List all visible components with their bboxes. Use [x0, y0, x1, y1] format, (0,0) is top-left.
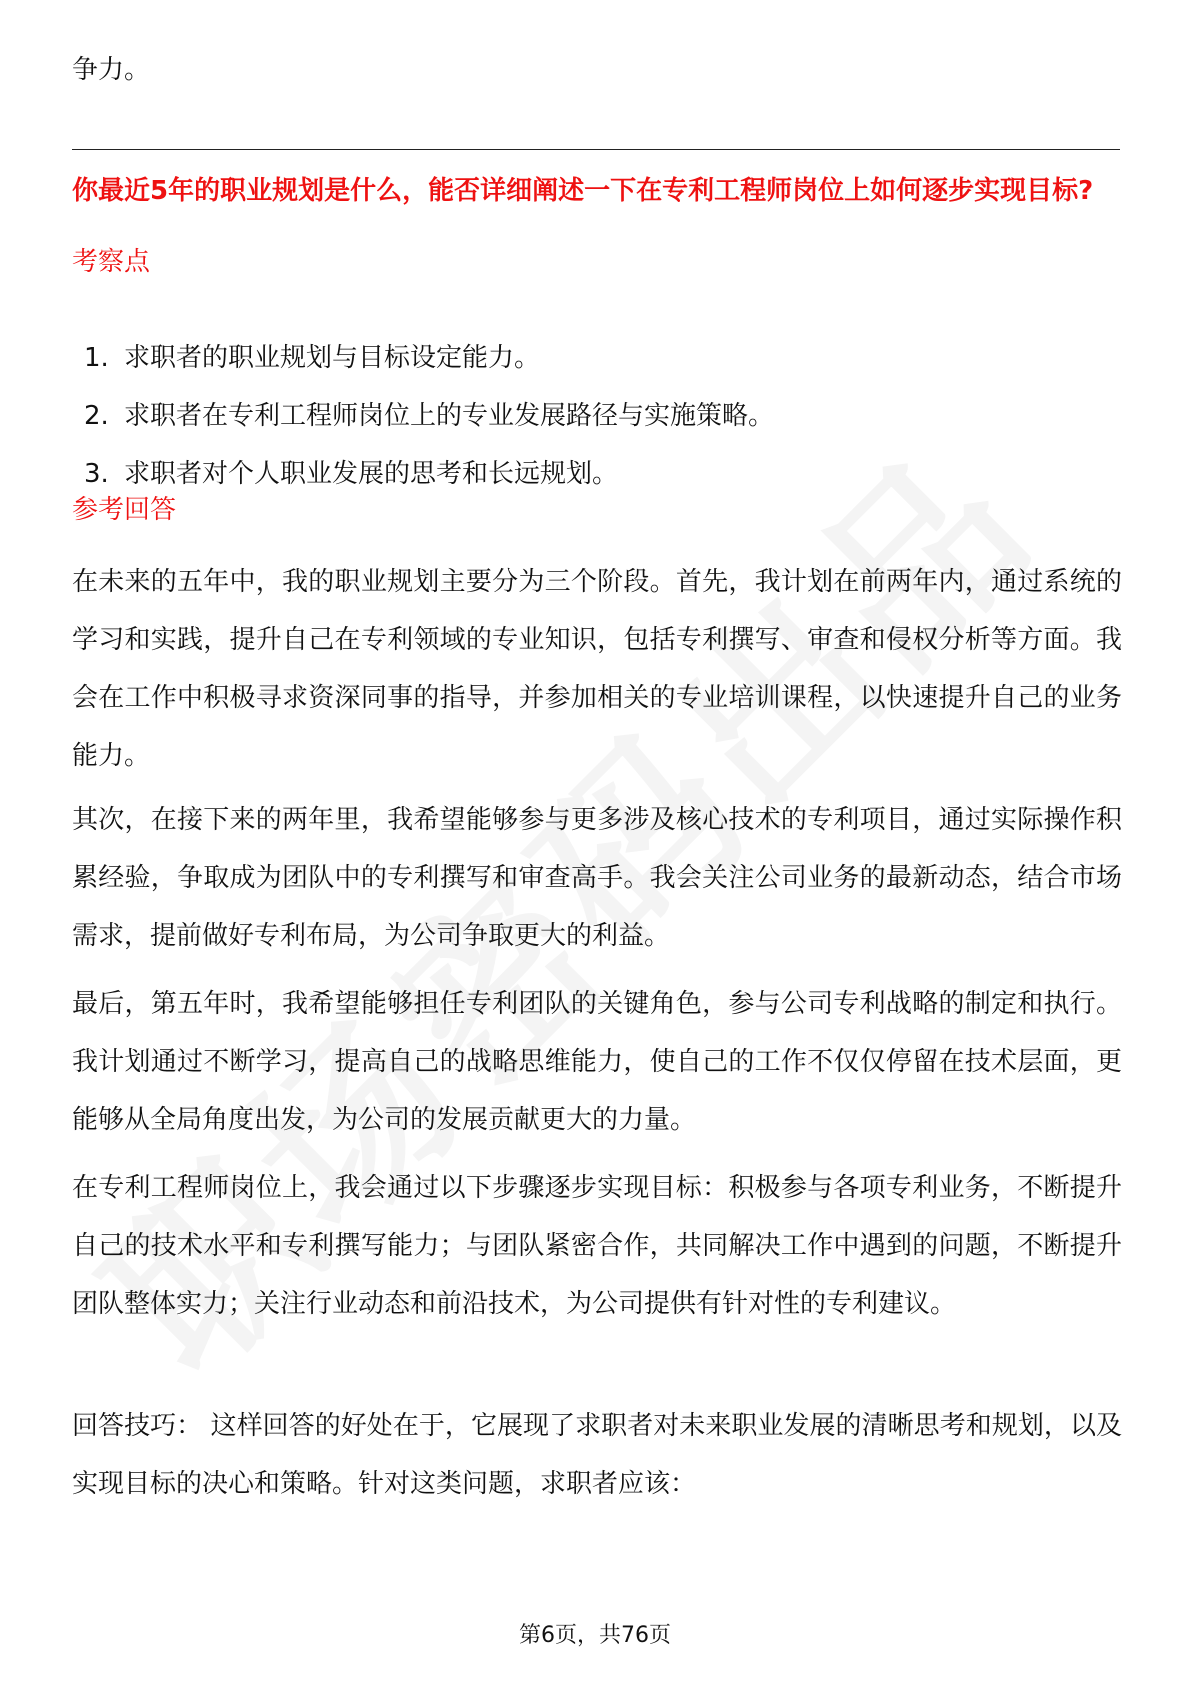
exam-points-heading: 考察点 [72, 247, 151, 277]
list-item [84, 398, 774, 456]
list-text: 求职者对个人职业发展的思考和长远规划。 [124, 459, 619, 489]
answer-paragraph: 其次，在接下来的两年里，我希望能够参与更多涉及核心技术的专利项目，通过实际操作积累经验，争取成为团队中的专利撰写和审查高手。我会关注公司业务的最新动态，结合市场需求，提前做好专利布局，为公司争取更大的利益。 [72, 805, 1122, 951]
question-title: 你最近5年的职业规划是什么，能否详细阐述一下在专利工程师岗位上如何逐步实现目标? [72, 176, 1094, 206]
list-text: 求职者在专利工程师岗位上的专业发展路径与实施策略。 [124, 401, 775, 431]
page-footer: 第6页，共76页 [519, 1623, 671, 1648]
list-text: 求职者的职业规划与目标设定能力。 [124, 343, 541, 373]
list-item [84, 340, 774, 398]
list-number: 2. [84, 401, 109, 431]
list-number: 3. [84, 459, 109, 489]
continuation-text: 争力。 [72, 55, 151, 85]
answer-paragraph: 在未来的五年中，我的职业规划主要分为三个阶段。首先，我计划在前两年内，通过系统的学习和实践，提升自己在专利领域的专业知识，包括专利撰写、审查和侵权分析等方面。我会在工作中积极寻求资深同事的指导，并参加相关的专业培训课程，以快速提升自己的业务能力。 [72, 567, 1122, 771]
divider [72, 149, 1120, 150]
list-item [84, 456, 774, 514]
answer-tip-paragraph: 回答技巧： 这样回答的好处在于，它展现了求职者对未来职业发展的清晰思考和规划，以及实现目标的决心和策略。针对这类问题，求职者应该： [72, 1411, 1122, 1499]
exam-points-list [84, 340, 774, 514]
answer-paragraph: 最后，第五年时，我希望能够担任专利团队的关键角色，参与公司专利战略的制定和执行。我计划通过不断学习，提高自己的战略思维能力，使自己的工作不仅仅停留在技术层面，更能够从全局角度出发，为公司的发展贡献更大的力量。 [72, 989, 1122, 1135]
answer-heading: 参考回答 [72, 495, 177, 525]
answer-paragraph: 在专利工程师岗位上，我会通过以下步骤逐步实现目标：积极参与各项专利业务，不断提升自己的技术水平和专利撰写能力；与团队紧密合作，共同解决工作中遇到的问题，不断提升团队整体实力；关注行业动态和前沿技术，为公司提供有针对性的专利建议。 [72, 1173, 1122, 1319]
list-number: 1. [84, 343, 109, 373]
